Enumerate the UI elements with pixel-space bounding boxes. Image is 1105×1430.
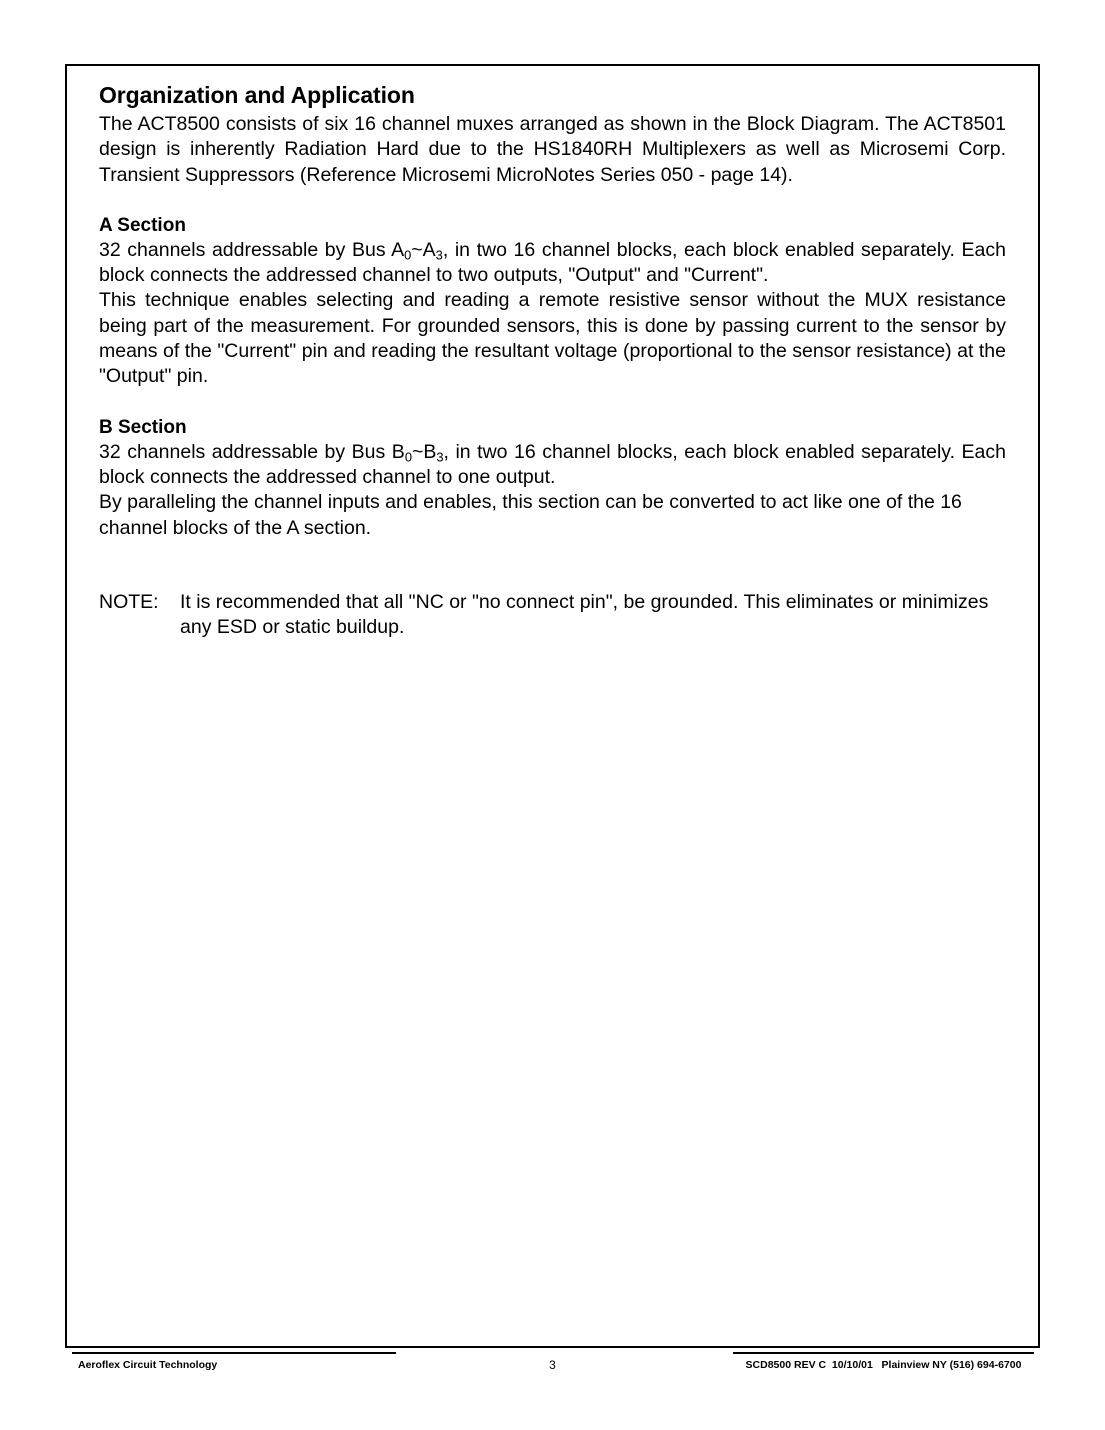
section-a-bus-subscript-end: 3 (435, 247, 443, 263)
section-b-bus-text-end: , in two 16 channel blocks, each block enabled separately. Each block connects the addressed channel to one output. (99, 440, 1006, 488)
note-spacer (99, 541, 1006, 590)
section-a-bus-text-end: , in two 16 channel blocks, each block enabled separately. Each block connects the addressed channel to two outputs, "Output" and "Current". (99, 238, 1006, 287)
section-b-bus-tilde: ~ (411, 440, 424, 463)
intro-paragraph: The ACT8500 consists of six 16 channel muxes arranged as shown in the Block Diagram. The ACT8501 design is inherently Radiation Hard due to the HS1840RH Multiplexers as well as Microsemi Corp. Transient Suppressors (Reference Microsemi MicroNotes Series 050 - page 14). (99, 113, 1006, 186)
section-a-paragraph-2: This technique enables selecting and reading a remote resistive sensor without the MUX resistance being part of the measurement. For grounded sensors, this is done by passing current to the sensor by means of the "Current" pin and reading the resultant voltage (proportional to the sensor resistance) at the "Output" pin. (99, 289, 1006, 388)
section-b-bus-text-start: 32 channels addressable by Bus B (99, 440, 405, 463)
paragraph-spacer (99, 390, 1006, 415)
page-title: Organization and Application (99, 82, 415, 108)
footer-company-label: Aeroflex Circuit Technology (78, 1359, 218, 1371)
footer-company (72, 1352, 396, 1372)
section-heading-b: B Section (99, 416, 187, 438)
document-content (99, 80, 1006, 640)
section-heading-a: A Section (99, 214, 186, 236)
section-b-paragraph-2: By paralleling the channel inputs and enables, this section can be converted to act like one of the 16 channel blocks of the A section. (99, 491, 962, 539)
section-a-bus-text-start: 32 channels addressable by Bus A (99, 238, 405, 261)
section-a-bus-tilde: ~ (411, 238, 423, 261)
note-block (99, 590, 1006, 641)
section-a-paragraph-1 (99, 238, 1006, 289)
footer-page-number: 3 (549, 1358, 556, 1372)
section-b-bus-subscript-end: 3 (436, 449, 444, 465)
note-body: It is recommended that all "NC or "no connect pin", be grounded. This eliminates or minimizes any ESD or static buildup. (180, 590, 989, 639)
page-border-frame (65, 64, 1040, 1348)
section-b-bus-subscript-start: 0 (404, 449, 412, 465)
page-footer (0, 1352, 1105, 1392)
note-label: NOTE: (99, 590, 159, 613)
section-a-bus-label-end: A (422, 238, 436, 261)
section-b-paragraph-1 (99, 440, 1006, 491)
footer-document-info: SCD8500 REV C 10/10/01 Plainview NY (516) 694-6700 (733, 1352, 1034, 1372)
section-b-bus-label-end: B (423, 440, 437, 463)
section-a-bus-subscript-start: 0 (404, 247, 412, 263)
paragraph-spacer (99, 188, 1006, 213)
